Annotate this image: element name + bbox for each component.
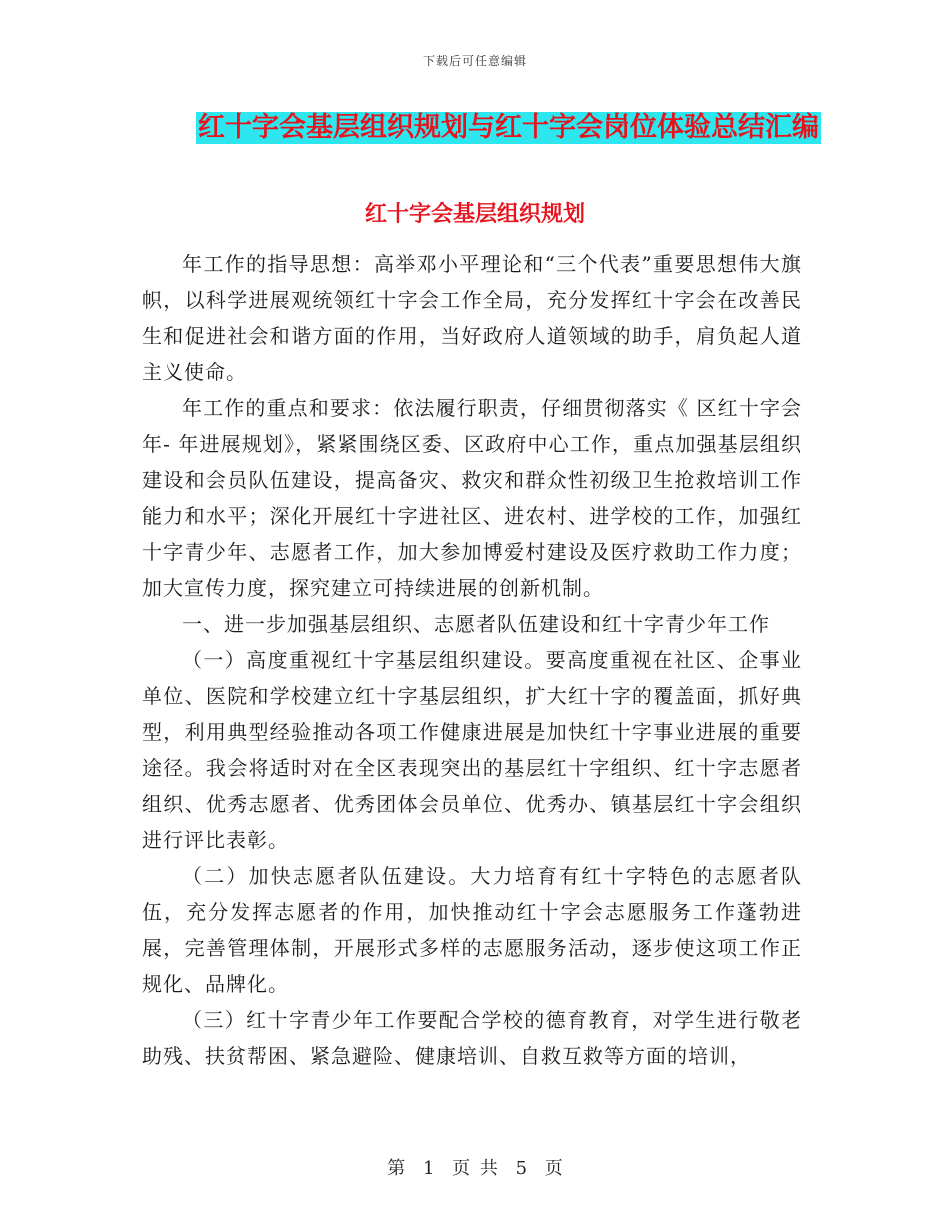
paragraph-item-3: （三）红十字青少年工作要配合学校的德育教育，对学生进行敬老助残、扶贫帮困、紧急避险、健康培训、自救互救等方面的培训，	[142, 1008, 802, 1068]
page-current: 1	[422, 1158, 435, 1179]
paragraph-item-1: （一）高度重视红十字基层组织建设。要高度重视在社区、企事业单位、医院和学校建立红十字基层组织，扩大红十字的覆盖面，抓好典型，利用典型经验推动各项工作健康进展是加快红十字事业进展的重要途径。我会将适时对在全区表现突出的基层红十字组织、红十字志愿者组织、优秀志愿者、优秀团体会员单位、优秀办、镇基层红十字会组织进行评比表彰。	[142, 648, 802, 852]
page-label-suffix: 页	[544, 1158, 563, 1179]
section-title: 红十字会基层组织规划	[364, 202, 585, 227]
section-heading-1: 一、进一步加强基层组织、志愿者队伍建设和红十字青少年工作	[182, 612, 770, 636]
page-total: 5	[515, 1158, 528, 1179]
paragraph-key-points: 年工作的重点和要求：依法履行职责，仔细贯彻落实《 区红十字会 年- 年进展规划》，紧紧围绕区委、区政府中心工作，重点加强基层组织建设和会员队伍建设，提高备灾、救灾和群众性初级卫生抢救培训工作能力和水平；深化开展红十字进社区、进农村、进学校的工作，加强红十字青少年、志愿者工作，加大参加博爱村建设及医疗救助工作力度；加大宣传力度，探究建立可持续进展的创新机制。	[142, 396, 802, 600]
paragraph-guiding-thought: 年工作的指导思想：高举邓小平理论和“三个代表”重要思想伟大旗帜，以科学进展观统领红十字会工作全局，充分发挥红十字会在改善民生和促进社会和谐方面的作用，当好政府人道领域的助手，肩负起人道主义使命。	[142, 252, 802, 384]
page-label-prefix: 第	[387, 1158, 406, 1179]
document-body	[142, 246, 802, 1074]
page-number-footer	[0, 1154, 950, 1180]
paragraph-item-2: （二）加快志愿者队伍建设。大力培育有红十字特色的志愿者队伍，充分发挥志愿者的作用，加快推动红十字会志愿服务工作蓬勃进展，完善管理体制，开展形式多样的志愿服务活动，逐步使这项工作正规化、品牌化。	[142, 864, 802, 996]
document-main-title: 红十字会基层组织规划与红十字会岗位体验总结汇编	[198, 112, 819, 143]
header-note: 下载后可任意编辑	[422, 54, 527, 68]
page-label-middle: 页 共	[452, 1158, 498, 1179]
